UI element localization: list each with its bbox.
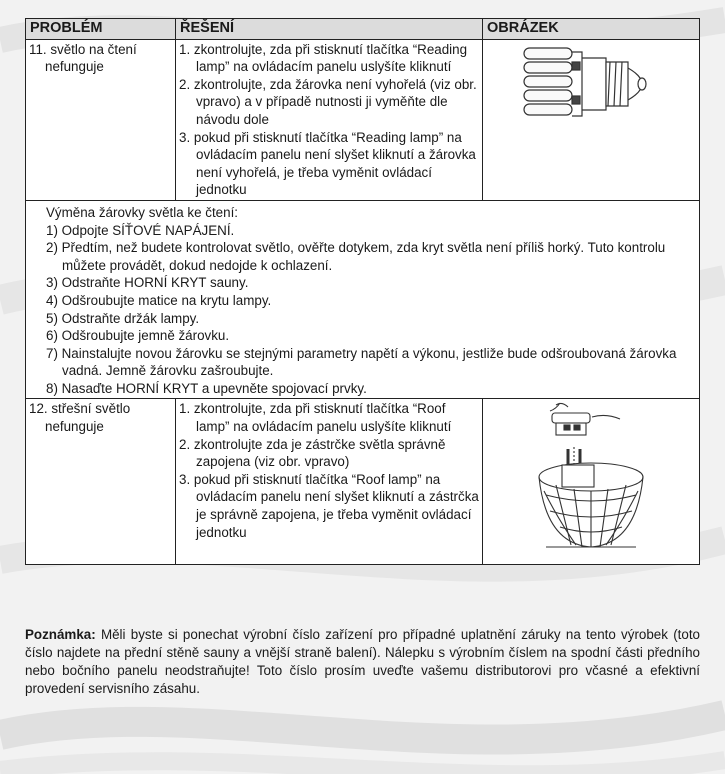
list-item: 7) Nainstalujte novou žárovku se stejnými parametry napětí a výkonu, jestliže bude odšroubovaná žárovka vadná. Jemně žárovku zašroubujte. bbox=[46, 345, 677, 379]
list-item: 6) Odšroubujte jemně žárovku. bbox=[46, 328, 230, 344]
note-paragraph bbox=[25, 626, 700, 698]
list-item: 1. zkontrolujte, zda při stisknutí tlačítka “Roof lamp” na ovládacím panelu uslyšíte kliknutí bbox=[179, 401, 452, 435]
replacement-row bbox=[26, 200, 700, 399]
table-row-11 bbox=[26, 39, 700, 200]
list-item: 1) Odpojte SÍŤOVÉ NAPÁJENÍ. bbox=[46, 222, 235, 238]
list-item: 5) Odstraňte držák lampy. bbox=[46, 310, 200, 326]
list-item: 1. zkontrolujte, zda při stisknutí tlačítka “Reading lamp” na ovládacím panelu uslyšíte kliknutí bbox=[179, 41, 468, 75]
solution-12-list bbox=[179, 400, 479, 541]
list-item: 2. zkontrolujte zda je zástrčke světla správně zapojena (viz obr. vpravo) bbox=[179, 436, 446, 470]
list-item: 2. zkontrolujte, zda žárovka není vyhořelá (viz obr. vpravo) a v případě nutnosti ji vyměňte dle návodu dole bbox=[179, 76, 477, 127]
list-item: 3. pokud při stisknutí tlačítka “Reading lamp” na ovládacím panelu není slyšet kliknutí a žárovka není vyhořelá, je třeba vyměnit ovládací jednotku bbox=[179, 129, 476, 198]
note-label: Poznámka: bbox=[25, 627, 96, 642]
list-item: 3) Odstraňte HORNÍ KRYT sauny. bbox=[46, 275, 249, 291]
table-row-12 bbox=[26, 399, 700, 565]
header-image: OBRÁZEK bbox=[483, 19, 700, 40]
table-header-row bbox=[26, 19, 700, 40]
troubleshooting-table bbox=[25, 18, 700, 565]
problem-12: 12. střešní světlo nefunguje bbox=[29, 401, 131, 435]
replacement-title: Výměna žárovky světla ke čtení: bbox=[46, 204, 239, 220]
list-item: 3. pokud při stisknutí tlačítka “Roof lamp” na ovládacím panelu není slyšet kliknutí a zástrčka je správně zapojena, je třeba vyměnit ovládací jednotku bbox=[179, 471, 479, 540]
header-problem: PROBLÉM bbox=[26, 19, 176, 40]
light-bulb-icon bbox=[516, 40, 666, 130]
list-item: 4) Odšroubujte matice na krytu lampy. bbox=[46, 292, 272, 308]
problem-11: 11. světlo na čtení nefunguje bbox=[29, 41, 137, 75]
list-item: 8) Nasaďte HORNÍ KRYT a upevněte spojovací prvky. bbox=[46, 380, 367, 396]
replacement-steps bbox=[46, 222, 679, 398]
list-item: 2) Předtím, než budete kontrolovat světlo, ověřte dotykem, zda kryt světla není příliš horký. Tuto kontrolu můžete provádět, dokud nedojde k ochlazení. bbox=[46, 240, 666, 273]
note-text: Měli byste si ponechat výrobní číslo zařízení pro případné uplatnění záruky na tento výrobek (toto číslo najdete na přední stěně sauny a vnější straně balení). Nálepku s výrobním číslem na spodní části předního nebo bočního panelu neodstraňujte! Toto číslo prosím uveďte vašemu distributorovi pro včasné a efektivní provedení servisního zásahu. bbox=[25, 627, 700, 696]
solution-11-list bbox=[179, 41, 479, 199]
roof-lamp-connector-icon bbox=[516, 399, 666, 559]
header-solution: ŘEŠENÍ bbox=[176, 19, 483, 40]
